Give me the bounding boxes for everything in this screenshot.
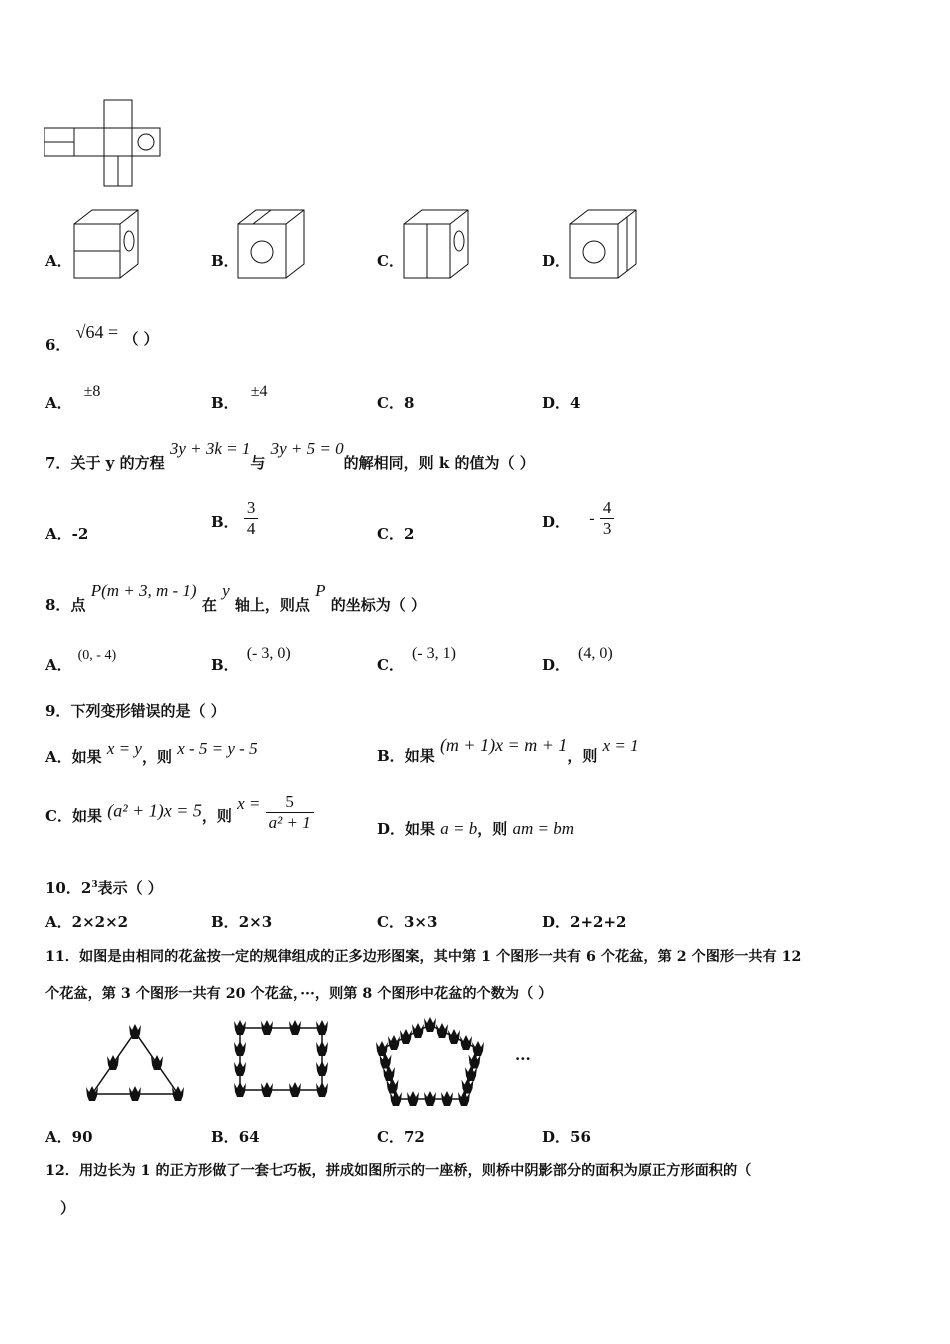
- q6-option-d[interactable]: D．4: [542, 394, 581, 412]
- q8-option-b[interactable]: B．(- 3, 0): [211, 645, 291, 674]
- q9-option-c[interactable]: C．如果 (a² + 1)x = 5，则 x = $\frac{5}{\text{a² + 1}}$: [45, 792, 314, 833]
- q7-option-d-fraction: $\frac{4}{3}$: [600, 498, 615, 539]
- q11-option-c[interactable]: C．72: [377, 1128, 425, 1146]
- q7-option-d[interactable]: D． - $\frac{4}{3}$: [542, 498, 614, 539]
- flowerpot-icon: [261, 1020, 273, 1035]
- q5-option-b-cube[interactable]: [236, 208, 308, 282]
- flowerpot-icon: [460, 1035, 472, 1050]
- q5-option-b-label[interactable]: B．: [211, 252, 239, 270]
- q10-option-a[interactable]: A．2×2×2: [45, 913, 129, 931]
- q7-option-a[interactable]: A．-2: [45, 525, 89, 543]
- q6-option-a[interactable]: A．±8: [45, 383, 101, 412]
- flowerpot-icon: [234, 1041, 246, 1056]
- question-10: 10．$2^3$表示（ ）: [45, 879, 163, 897]
- flowerpot-icon: [448, 1029, 460, 1044]
- q9-option-d[interactable]: D．如果 a = b，则 am = bm: [377, 819, 575, 838]
- flowerpot-icon: [407, 1091, 419, 1106]
- q7-option-b-fraction: $\frac{3}{4}$: [244, 498, 259, 539]
- flowerpot-icon: [316, 1061, 328, 1076]
- q6-option-b[interactable]: B．±4: [211, 383, 268, 412]
- q8-option-c[interactable]: C．(- 3, 1): [377, 645, 456, 674]
- flowerpot-icon: [376, 1041, 388, 1056]
- q9-option-b[interactable]: B．如果 (m + 1)x = m + 1，则 x = 1: [377, 735, 639, 765]
- flowerpot-icon: [289, 1082, 301, 1097]
- question-12-line-1: 12．用边长为 1 的正方形做了一套七巧板，拼成如图所示的一座桥，则桥中阴影部分的面积为原正方形面积的（: [45, 1163, 752, 1179]
- q5-option-d-label[interactable]: D．: [542, 252, 571, 270]
- q9-option-c-fraction: $\frac{5}{\text{a² + 1}}$: [266, 792, 314, 833]
- flowerpot-icon: [424, 1091, 436, 1106]
- q10-option-b[interactable]: B．2×3: [211, 913, 273, 931]
- q11-option-b[interactable]: B．64: [211, 1128, 260, 1146]
- flowerpot-icon: [234, 1082, 246, 1097]
- q8-option-d[interactable]: D．(4, 0): [542, 645, 613, 674]
- q6-option-c[interactable]: C．8: [377, 394, 415, 412]
- q9-option-a[interactable]: A．如果 x = y，则 x - 5 = y - 5: [45, 739, 258, 766]
- q8-point: P(m + 3, m - 1): [90, 581, 197, 600]
- q7-eq1: 3y + 3k = 1: [169, 439, 251, 458]
- flowerpot-icon: [234, 1020, 246, 1035]
- flowerpot-square-figure: [228, 1018, 332, 1104]
- q7-number: 7．: [45, 454, 71, 472]
- flowerpot-icon: [472, 1041, 484, 1056]
- flowerpot-pentagon-figure: [370, 1015, 490, 1115]
- question-7: 7．关于 y 的方程 3y + 3k = 1与 3y + 5 = 0的解相同，则 k 的值为（ ）: [45, 439, 535, 472]
- question-6: [45, 322, 159, 354]
- q11-option-d[interactable]: D．56: [542, 1128, 591, 1146]
- q5-option-a-label[interactable]: A．: [45, 252, 72, 270]
- flowerpot-icon: [234, 1061, 246, 1076]
- flowerpot-icon: [424, 1017, 436, 1032]
- q8-number: 8．: [45, 596, 71, 614]
- flowerpot-icon: [129, 1086, 141, 1101]
- q11-option-a[interactable]: A．90: [45, 1128, 93, 1146]
- q5-option-c-cube[interactable]: [402, 208, 474, 282]
- question-8: 8．点 P(m + 3, m - 1) 在 y 轴上，则点 P 的坐标为（ ）: [45, 581, 426, 614]
- q5-option-d-cube[interactable]: [568, 208, 640, 282]
- flowerpot-icon: [412, 1023, 424, 1038]
- q5-option-c-label[interactable]: C．: [377, 252, 404, 270]
- flowerpot-icon: [316, 1082, 328, 1097]
- flowerpot-icon: [316, 1041, 328, 1056]
- question-12-line-2: ）: [60, 1199, 76, 1217]
- q7-option-c[interactable]: C．2: [377, 525, 415, 543]
- flowerpot-icon: [261, 1082, 273, 1097]
- q6-expr: √64 =: [75, 322, 119, 342]
- q8-option-a[interactable]: A．(0, - 4): [45, 648, 117, 674]
- flowerpot-triangle-figure: [80, 1022, 190, 1104]
- question-11-line-1: 11．如图是由相同的花盆按一定的规律组成的正多边形图案，其中第 1 个图形一共有 6 个花盆，第 2 个图形一共有 12: [45, 949, 802, 965]
- q6-number: 6．: [45, 336, 71, 354]
- q6-paren: （ ）: [123, 330, 159, 348]
- flowerpot-icon: [316, 1020, 328, 1035]
- question-9: 9．下列变形错误的是（ ）: [45, 702, 226, 720]
- q11-ellipsis: ...: [515, 1046, 531, 1064]
- flowerpot-icon: [441, 1091, 453, 1106]
- flowerpot-icon: [400, 1029, 412, 1044]
- flowerpot-icon: [388, 1035, 400, 1050]
- question-11-line-2: 个花盆，第 3 个图形一共有 20 个花盆，···，则第 8 个图形中花盆的个数为（ ）: [45, 986, 553, 1002]
- flowerpot-icon: [289, 1020, 301, 1035]
- q10-option-c[interactable]: C．3×3: [377, 913, 438, 931]
- q7-eq2: 3y + 5 = 0: [270, 439, 344, 458]
- flowerpot-icon: [436, 1023, 448, 1038]
- q7-option-b[interactable]: B． $\frac{3}{4}$: [211, 498, 258, 539]
- q5-option-a-cube[interactable]: [72, 208, 144, 282]
- q10-option-d[interactable]: D．2+2+2: [542, 913, 627, 931]
- cube-net-figure: [44, 98, 166, 190]
